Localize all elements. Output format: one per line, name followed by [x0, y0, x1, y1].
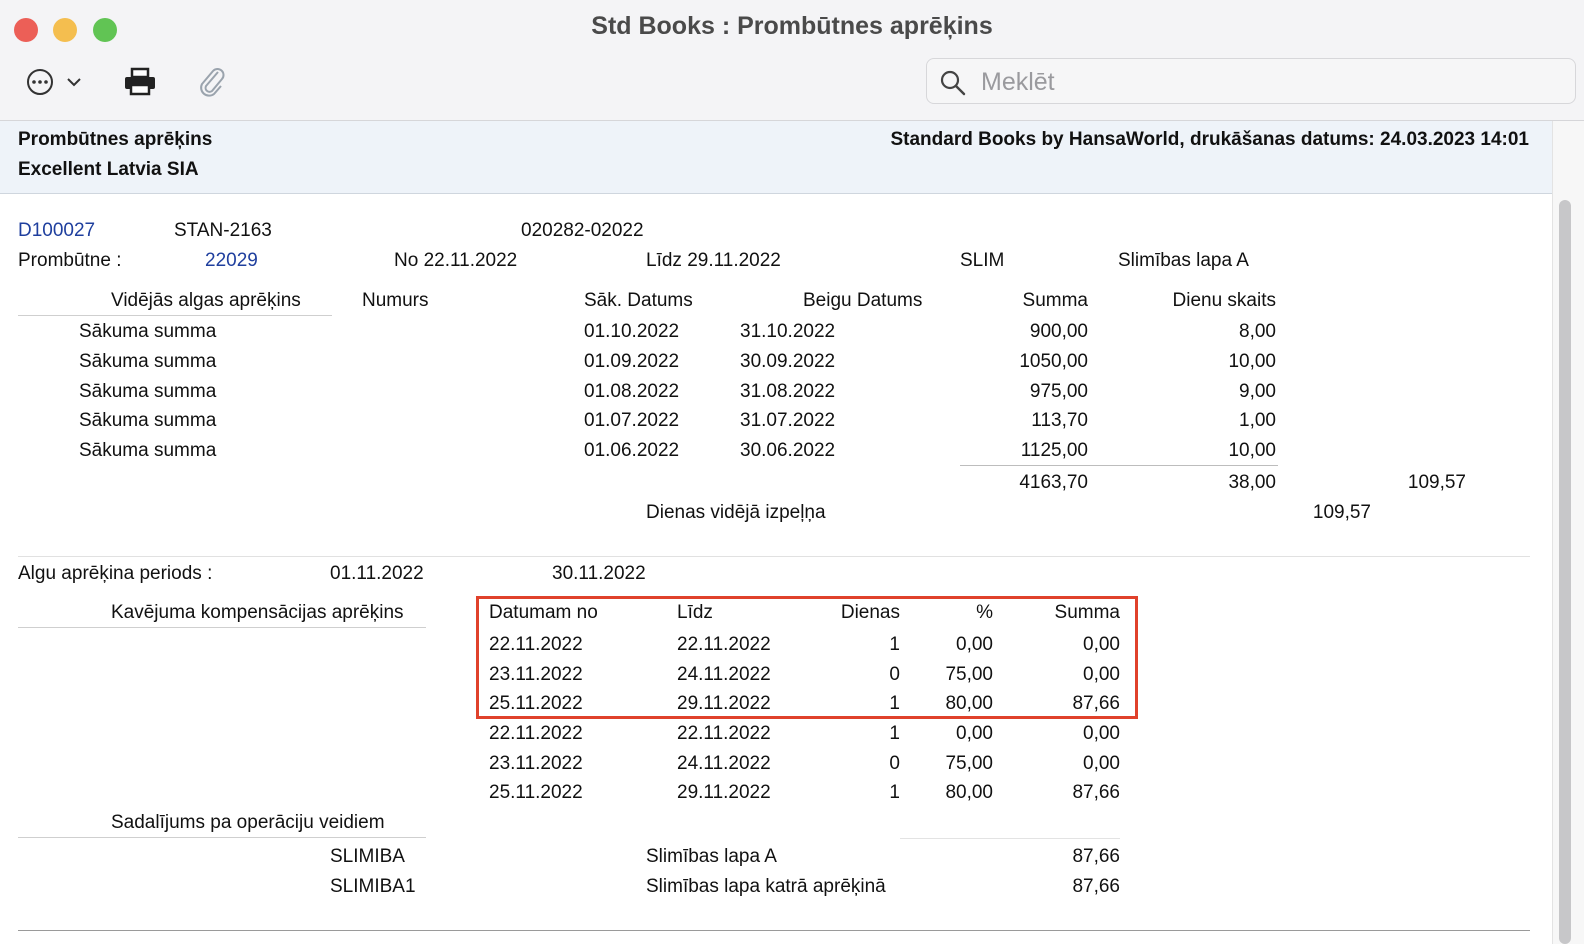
print-button[interactable]: [120, 64, 160, 100]
row-end: 31.07.2022: [740, 410, 836, 431]
operation-sum: 87,66: [1072, 876, 1120, 897]
section-underline: [18, 627, 426, 628]
comp-sum: 0,00: [1083, 664, 1120, 685]
row-label: Sākuma summa: [79, 381, 217, 402]
col-header-number: Numurs: [362, 290, 429, 311]
page-bottom-rule: [18, 930, 1530, 931]
col-header-start-date: Sāk. Datums: [584, 290, 693, 311]
comp-header-days: Dienas: [840, 602, 900, 623]
row-start: 01.09.2022: [584, 351, 680, 372]
salary-period-to: 30.11.2022: [552, 563, 646, 584]
comp-header-sum: Summa: [1054, 602, 1120, 623]
comp-from: 25.11.2022: [489, 782, 583, 803]
comp-from: 23.11.2022: [489, 664, 583, 685]
daily-average-value: 109,57: [1312, 502, 1371, 523]
total-days: 38,00: [1228, 472, 1276, 493]
salary-period-label: Algu aprēķina periods :: [18, 563, 213, 584]
comp-to: 24.11.2022: [677, 664, 771, 685]
scrollbar-thumb[interactable]: [1559, 200, 1571, 944]
row-days: 10,00: [1228, 351, 1276, 372]
row-label: Sākuma summa: [79, 410, 217, 431]
comp-days: 1: [889, 693, 900, 714]
row-end: 31.08.2022: [740, 381, 836, 402]
comp-header-percent: %: [976, 602, 993, 623]
comp-to: 22.11.2022: [677, 723, 771, 744]
row-days: 1,00: [1239, 410, 1276, 431]
absence-label: Prombūtne :: [18, 250, 122, 271]
search-field[interactable]: [926, 58, 1576, 104]
row-start: 01.06.2022: [584, 440, 680, 461]
comp-percent: 75,00: [945, 664, 993, 685]
row-start: 01.07.2022: [584, 410, 680, 431]
window-title: Std Books : Prombūtnes aprēķins: [591, 12, 993, 40]
row-end: 30.06.2022: [740, 440, 836, 461]
comp-to: 29.11.2022: [677, 782, 771, 803]
paperclip-icon: [197, 66, 227, 98]
absence-type-name: Slimības lapa A: [1118, 250, 1249, 271]
compensation-section-title: Kavējuma kompensācijas aprēķins: [111, 602, 404, 623]
section-divider: [18, 556, 1530, 557]
comp-header-date-from: Datumam no: [489, 602, 598, 623]
total-average: 109,57: [1407, 472, 1466, 493]
employee-id-link[interactable]: D100027: [18, 220, 96, 241]
comp-percent: 75,00: [945, 753, 993, 774]
col-header-sum: Summa: [1022, 290, 1088, 311]
comp-percent: 80,00: [945, 693, 993, 714]
comp-sum: 0,00: [1083, 723, 1120, 744]
comp-percent: 0,00: [956, 634, 993, 655]
operation-sum: 87,66: [1072, 846, 1120, 867]
comp-days: 0: [889, 753, 900, 774]
absence-to: Līdz 29.11.2022: [646, 250, 781, 271]
employee-code: STAN-2163: [174, 220, 272, 241]
print-info: Standard Books by HansaWorld, drukāšanas datums: 24.03.2023 14:01: [890, 129, 1529, 150]
absence-from: No 22.11.2022: [394, 250, 518, 271]
totals-separator: [960, 465, 1278, 466]
operation-code: SLIMIBA1: [330, 876, 416, 897]
comp-sum: 0,00: [1083, 753, 1120, 774]
comp-percent: 0,00: [956, 723, 993, 744]
personal-code: 020282-02022: [521, 220, 644, 241]
operation-name: Slimības lapa katrā aprēķinā: [646, 876, 886, 897]
sum-underline: [900, 838, 1120, 839]
total-sum: 4163,70: [1019, 472, 1088, 493]
row-sum: 113,70: [1031, 410, 1088, 431]
row-end: 30.09.2022: [740, 351, 836, 372]
company-name: Excellent Latvia SIA: [18, 159, 199, 180]
comp-sum: 87,66: [1072, 693, 1120, 714]
row-days: 9,00: [1239, 381, 1276, 402]
operations-section-title: Sadalījums pa operāciju veidiem: [111, 812, 385, 833]
ellipsis-circle-icon: [24, 64, 88, 100]
highlight-box: [476, 596, 1138, 719]
operation-code: SLIMIBA: [330, 846, 405, 867]
row-sum: 900,00: [1029, 321, 1088, 342]
comp-from: 22.11.2022: [489, 723, 583, 744]
row-days: 8,00: [1239, 321, 1276, 342]
window-titlebar: [0, 0, 1584, 121]
comp-days: 1: [889, 723, 900, 744]
comp-sum: 87,66: [1072, 782, 1120, 803]
avg-salary-section-title: Vidējās algas aprēķins: [111, 290, 301, 311]
absence-number-link[interactable]: 22029: [205, 250, 258, 271]
comp-sum: 0,00: [1083, 634, 1120, 655]
row-sum: 1050,00: [1019, 351, 1088, 372]
comp-from: 23.11.2022: [489, 753, 583, 774]
comp-percent: 80,00: [945, 782, 993, 803]
comp-to: 24.11.2022: [677, 753, 771, 774]
comp-days: 1: [889, 634, 900, 655]
attach-button[interactable]: [192, 64, 232, 100]
comp-days: 0: [889, 664, 900, 685]
row-start: 01.10.2022: [584, 321, 680, 342]
row-sum: 1125,00: [1020, 440, 1088, 461]
report-header: [0, 121, 1552, 194]
row-sum: 975,00: [1029, 381, 1088, 402]
report-title: Prombūtnes aprēķins: [18, 129, 213, 150]
operation-name: Slimības lapa A: [646, 846, 777, 867]
row-end: 31.10.2022: [740, 321, 836, 342]
more-actions-button[interactable]: [24, 64, 88, 100]
absence-type-code: SLIM: [960, 250, 1005, 271]
col-header-days: Dienu skaits: [1172, 290, 1276, 311]
row-label: Sākuma summa: [79, 321, 217, 342]
salary-period-from: 01.11.2022: [330, 563, 424, 584]
section-underline: [18, 315, 332, 316]
section-underline: [18, 837, 426, 838]
comp-to: 29.11.2022: [677, 693, 771, 714]
row-label: Sākuma summa: [79, 440, 217, 461]
daily-average-label: Dienas vidējā izpeļņa: [646, 502, 826, 523]
comp-from: 25.11.2022: [489, 693, 583, 714]
comp-from: 22.11.2022: [489, 634, 583, 655]
col-header-end-date: Beigu Datums: [803, 290, 923, 311]
search-icon: [939, 69, 967, 97]
comp-to: 22.11.2022: [677, 634, 771, 655]
comp-header-to: Līdz: [677, 602, 713, 623]
row-days: 10,00: [1228, 440, 1276, 461]
printer-icon: [123, 67, 157, 97]
comp-days: 1: [889, 782, 900, 803]
row-start: 01.08.2022: [584, 381, 680, 402]
row-label: Sākuma summa: [79, 351, 217, 372]
search-input[interactable]: [979, 65, 1543, 99]
